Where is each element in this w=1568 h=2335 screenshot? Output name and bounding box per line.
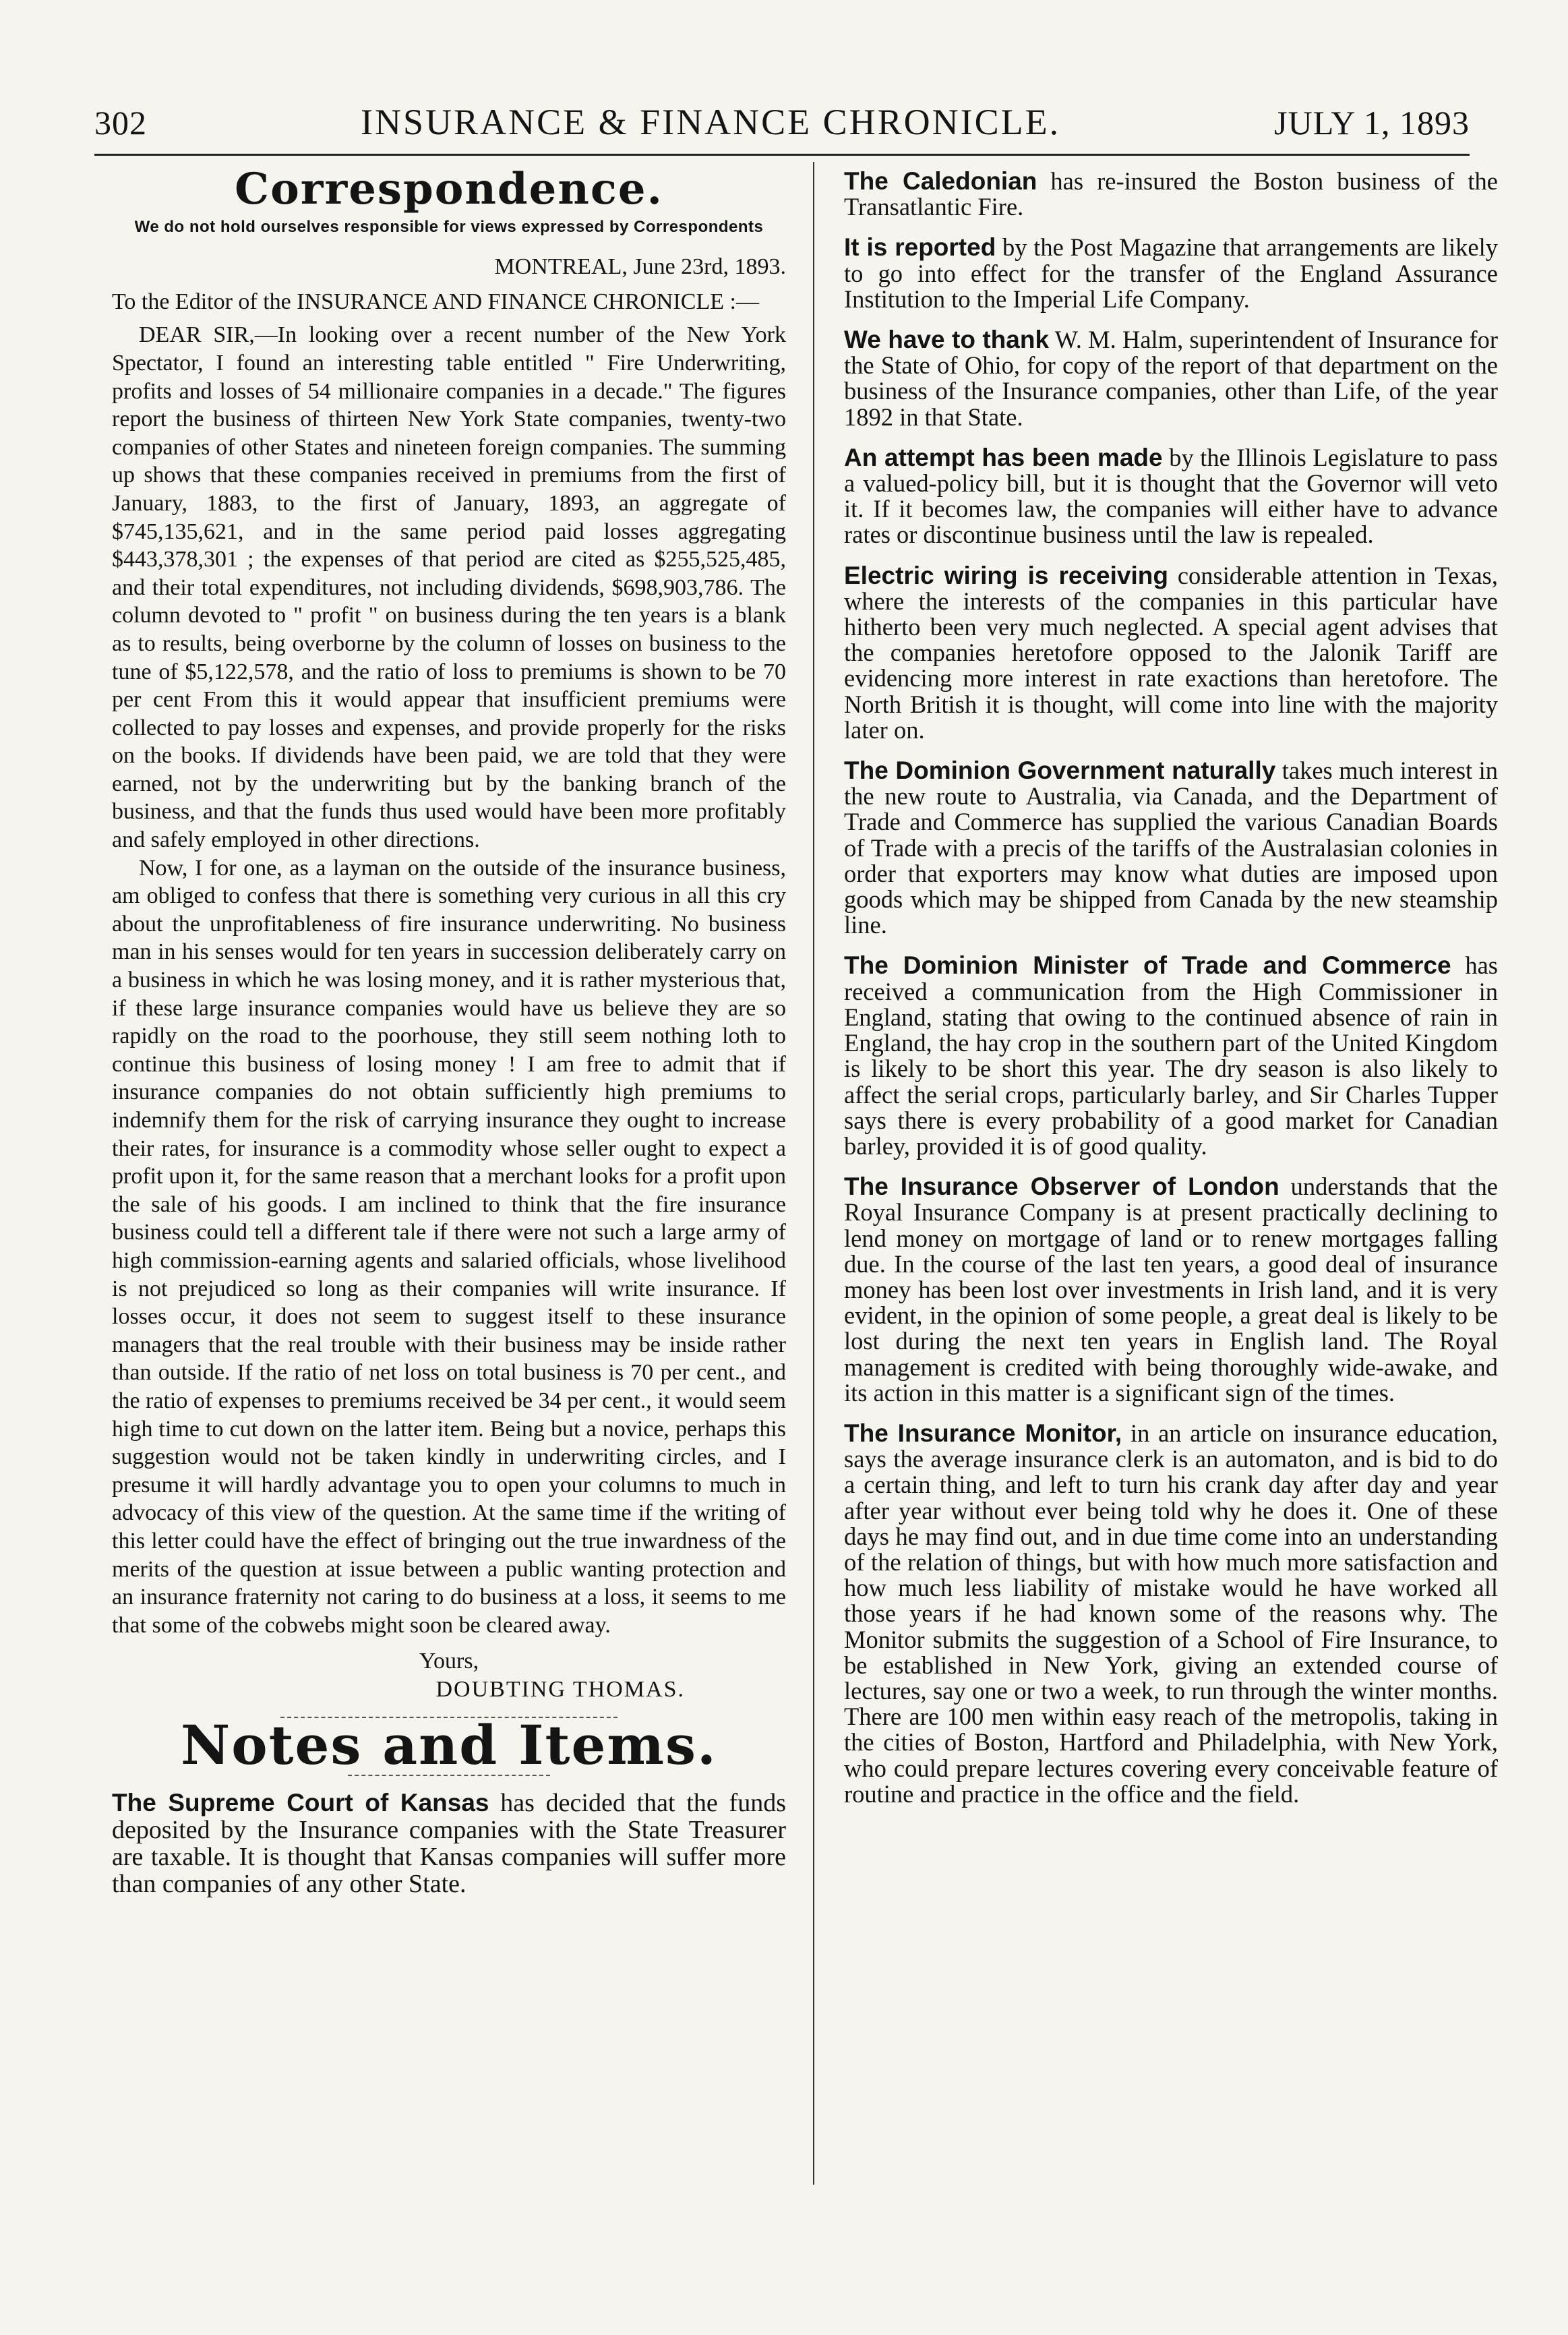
- news-item-text: has received a communication from the High Commissioner in England, stating that owing to the continued absence of rain in England, the hay crop in the southern part of the United Kingdom is likely to be short this year. The dry season is also likely to affect the serial crops, particularly barley, and Sir Charles Tupper says there is every probability of a good market for Canadian barley, provided it is of good quality.: [844, 951, 1498, 1160]
- news-item: [844, 563, 1498, 743]
- news-item-lead: The Supreme Court of Kansas: [112, 1789, 489, 1817]
- news-item-text: W. M. Halm, superintendent of Insurance for the State of Ohio, for copy of the report of that department on the business of the Insurance companies, other than Life, of the year 1892 in that State.: [844, 326, 1499, 431]
- news-item: [844, 1421, 1498, 1807]
- letter-signoff: Yours,: [419, 1649, 479, 1674]
- page-header: [94, 101, 1470, 148]
- letter-paragraph: Now, I for one, as a layman on the outside of the insurance business, am obliged to confess that there is something very curious in all this cry about the unprofitableness of fire insurance underwriting. No business man in his senses would for ten years in succession deliberately carry on a business in which he was losing money, and it is rather mysterious that, if these large insurance companies would have us believe they are so rapidly on the road to the poorhouse, they still seem nothing loth to continue this business of losing money ! I am free to admit that if insurance companies do not obtain sufficiently high premiums to indemnify them for the risk of carrying insurance they ought to increase their rates, for insurance is a commodity whose seller ought to expect a profit upon it, for the same reason that a merchant looks for a profit upon the sale of his goods. I am inclined to think that the fire insurance business could tell a different tale if there were not such a large army of high commission-earning agents and salaried officials, whose livelihood is not prejudiced so long as their companies will write insurance. If losses occur, it does not seem to suggest itself to these insurance managers that the real trouble with their business may be inside rather than outside. If the ratio of net loss on total business is 70 per cent., and the ratio of expenses to premiums received be 34 per cent., it would seem high time to cut down on the latter item. Being but a novice, perhaps this suggestion would not be taken kindly in underwriting circles, and I presume it will hardly advantage you to open your columns to much in advocacy of this view of the question. At the same time if the writing of this letter could have the effect of bringing out the true inwardness of the merits of the question at issue between a public wanting protection and an insurance fraternity not caring to do business at a loss, it seems to me that some of the cobwebs might soon be cleared away.: [112, 855, 786, 1638]
- news-item-lead: Electric wiring is receiving: [844, 561, 1168, 589]
- masthead-title: INSURANCE & FINANCE CHRONICLE.: [361, 102, 1061, 142]
- news-item: [844, 953, 1498, 1159]
- news-item: [112, 1790, 786, 1897]
- news-item: [844, 235, 1498, 312]
- news-item-text: has decided that the funds deposited by the Insurance companies with the State Treasurer are taxable. It is thought that Kansas companies will suffer more than companies of any other State.: [112, 1789, 786, 1899]
- news-item: [844, 1174, 1498, 1406]
- news-item-text: has re-insured the Boston business of the Transatlantic Fire.: [844, 167, 1498, 221]
- notes-heading: Notes and Items.: [181, 1713, 717, 1777]
- correspondence-disclaimer: We do not hold ourselves responsible for views expressed by Correspondents: [134, 217, 764, 236]
- right-column: [844, 169, 1498, 1822]
- news-item: [844, 758, 1498, 938]
- column-divider: [813, 162, 814, 2185]
- correspondence-heading: Correspondence.: [235, 164, 663, 214]
- letter-signature: DOUBTING THOMAS.: [435, 1676, 685, 1702]
- issue-date: JULY 1, 1893: [1274, 104, 1470, 142]
- letter-addressee: To the Editor of the INSURANCE AND FINANCE CHRONICLE :—: [112, 289, 759, 314]
- news-item-lead: The Insurance Monitor,: [844, 1419, 1122, 1447]
- news-item-lead: The Dominion Minister of Trade and Commerce: [844, 951, 1451, 980]
- news-item-lead: We have to thank: [844, 326, 1050, 354]
- news-item-text: in an article on insurance education, says the average insurance clerk is an automaton, and is bid to do a certain thing, and left to turn his crank day after day and year after year without ever being told why he does it. One of these days he may find out, and in due time come into an understanding of the relation of things, but with how much more satisfaction and how much less liability of mistake would he have worked all those years if he had known some of the reasons why. The Monitor submits the suggestion of a School of Fire Insurance, to be established in New York, giving an extended course of lectures, say one or two a week, to run through the winter months. There are 100 men within easy reach of the metropolis, taking in the cities of Boston, Hartford and Philadelphia, with New York, who could prepare lectures covering every conceivable feature of routine and practice in the office and the field.: [844, 1419, 1498, 1808]
- news-item-lead: It is reported: [844, 233, 996, 262]
- news-item: [844, 445, 1498, 548]
- news-item-text: takes much interest in the new route to Australia, via Canada, and the Department of Trade and Commerce has supplied the various Canadian Boards of Trade with a precis of the tariffs of the Australasian colonies in order that exporters may know what duties are imposed upon goods which may be shipped from Canada by the new steamship line.: [844, 757, 1498, 939]
- news-item: [844, 169, 1498, 220]
- news-item-lead: The Dominion Government naturally: [844, 757, 1276, 785]
- news-item-text: by the Illinois Legislature to pass a valued-policy bill, but it is thought that the Governor will veto it. If it becomes law, the companies will either have to advance rates or discontinue business until the law is repealed.: [844, 443, 1498, 549]
- news-item: [844, 327, 1498, 430]
- letter-dateline: MONTREAL, June 23rd, 1893.: [494, 254, 786, 280]
- letter-paragraph: DEAR SIR,—In looking over a recent number of the New York Spectator, I found an interesting table entitled " Fire Underwriting, profits and losses of 54 millionaire companies in a decade." The figures report the business of thirteen New York State companies, twenty-two companies of other States and nineteen foreign companies. The summing up shows that these companies received in premiums from the first of January, 1883, to the first of January, 1893, an aggregate of $745,135,621, and in the same period paid losses aggregating $443,378,301 ; the expenses of that period are cited as $255,525,485, and their total expenditures, not including dividends, $698,903,786. The column devoted to " profit " on business during the ten years is a blank as to results, being overborne by the column of losses on business to the tune of $5,122,578, and the ratio of loss to premiums is shown to be 70 per cent From this it would appear that insufficient premiums were collected to pay losses and expenses, and provide properly for the risks on the books. If dividends have been paid, we are told that they were earned, not by the underwriting but by the banking branch of the business, and that the funds thus used would have been more profitably and safely employed in other directions.: [112, 322, 786, 853]
- page-number: 302: [94, 104, 147, 142]
- news-item-lead: An attempt has been made: [844, 443, 1163, 471]
- news-item-text: considerable attention in Texas, where the interests of the companies in this particular have hitherto been very much neglected. A special agent advises that the companies heretofore opposed to the Jalonik Tariff are evidencing more interest in rate exactions than heretofore. The North British it is thought, will come into line with the majority later on.: [844, 561, 1498, 744]
- news-item-text: by the Post Magazine that arrangements are likely to go into effect for the transfer of the England Assurance Institution to the Imperial Life Company.: [844, 233, 1498, 313]
- header-rule: [94, 154, 1470, 156]
- news-item-text: understands that the Royal Insurance Company is at present practically declining to lend money on mortgage of land or to renew mortgages falling due. In the course of the last ten years, a good deal of insurance money has been lost over investments in Irish land, and it is very evident, in the opinion of some people, a great deal is likely to be lost during the next ten years in English land. The Royal management is credited with being thoroughly wide-awake, and its action in this matter is a significant sign of the times.: [844, 1173, 1498, 1407]
- news-item-lead: The Caledonian: [844, 167, 1037, 195]
- news-item-lead: The Insurance Observer of London: [844, 1173, 1279, 1201]
- left-column: [112, 164, 786, 1912]
